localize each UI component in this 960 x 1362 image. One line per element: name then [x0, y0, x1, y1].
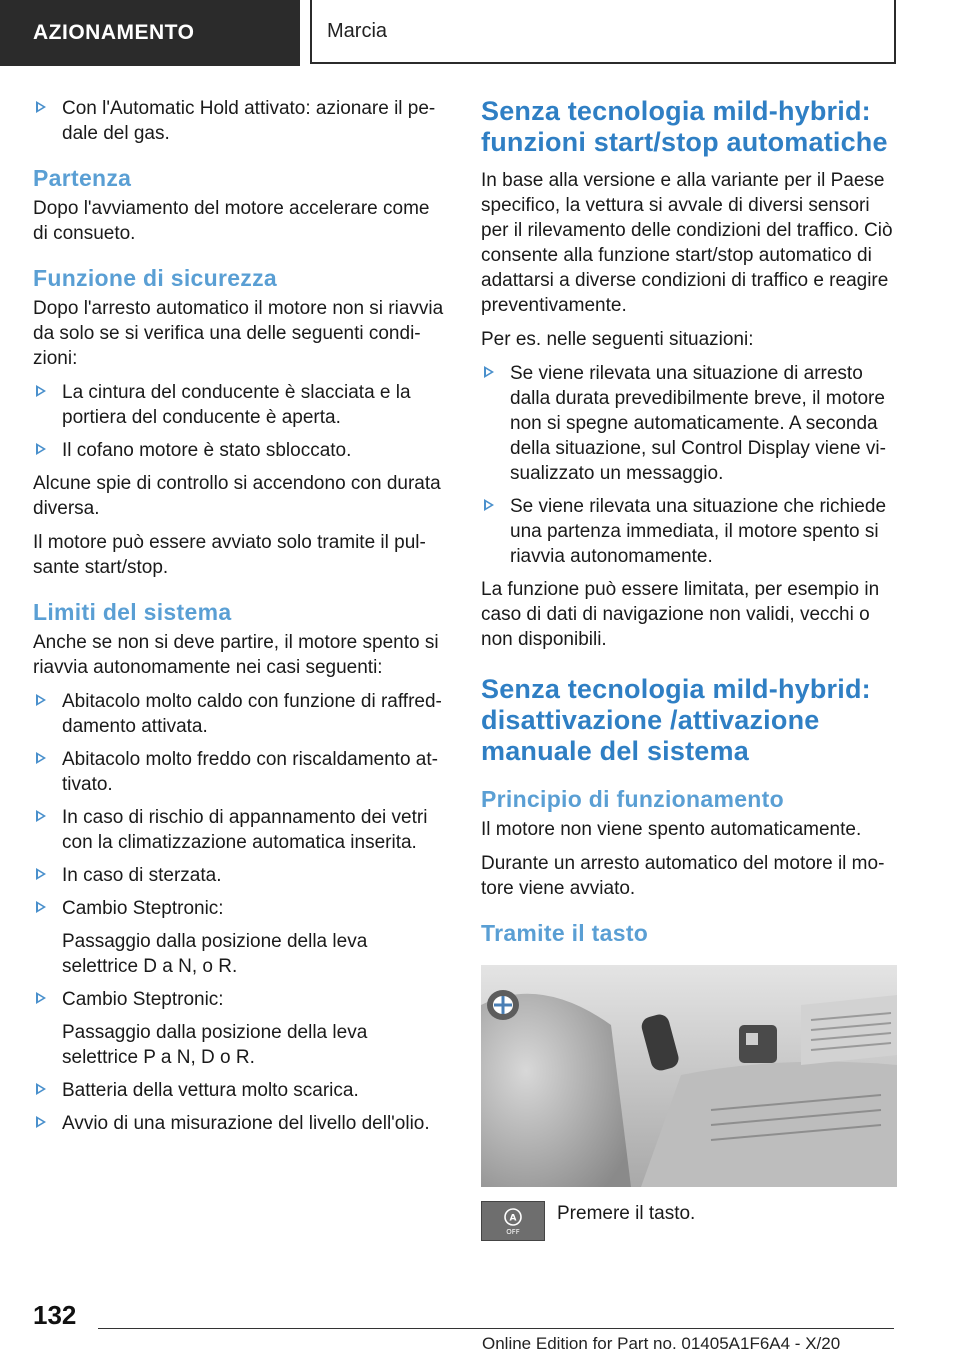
- heading-start-stop: Senza tecnologia mild-hybrid: funzioni start/stop automatiche: [481, 96, 888, 157]
- list-item: Con l'Automatic Hold attivato: azionare il pe-dale del gas.: [33, 96, 445, 146]
- page-header: [0, 0, 960, 66]
- triangle-bullet-icon: [36, 1116, 46, 1128]
- triangle-bullet-icon: [36, 101, 46, 113]
- paragraph: Per es. nelle seguenti situazioni:: [481, 329, 754, 350]
- list-item: Cambio Steptronic: Passaggio dalla posizione della leva selettrice P a N, D o R.: [33, 987, 445, 1070]
- dashboard-photo: [481, 965, 897, 1187]
- instruction-caption: Premere il tasto.: [557, 1203, 696, 1224]
- list-item: Avvio di una misurazione del livello dell'olio.: [33, 1111, 445, 1136]
- triangle-bullet-icon: [484, 366, 494, 378]
- footer-divider: [98, 1328, 894, 1329]
- paragraph: Il motore può essere avviato solo tramite il pul-sante start/stop.: [33, 532, 426, 578]
- paragraph: Dopo l'arresto automatico il motore non si riavvia da solo se si verifica una delle seguenti condi-zioni:: [33, 298, 444, 369]
- paragraph: Anche se non si deve partire, il motore spento si riavvia autonomamente nei casi seguenti:: [33, 632, 439, 678]
- list-item: Il cofano motore è stato sbloccato.: [33, 438, 445, 463]
- heading-manual-deactivation: Senza tecnologia mild-hybrid: disattivazione /attivazione manuale del sistema: [481, 674, 871, 766]
- triangle-bullet-icon: [36, 1083, 46, 1095]
- list-item: Batteria della vettura molto scarica.: [33, 1078, 445, 1103]
- auto-start-stop-off-icon: [481, 1201, 545, 1241]
- situations-list: [481, 361, 899, 569]
- limiti-list: [33, 689, 445, 1136]
- list-item: Se viene rilevata una situazione di arresto dalla durata prevedibilmente breve, il motore non si spegne automaticamente. A seconda della situazione, sul Control Display viene vi-sualizzato un messaggio.: [481, 361, 899, 486]
- heading-principio: Principio di funzionamento: [481, 786, 784, 812]
- triangle-bullet-icon: [36, 868, 46, 880]
- triangle-bullet-icon: [36, 992, 46, 1004]
- heading-sicurezza: Funzione di sicurezza: [33, 265, 278, 291]
- sicurezza-list: [33, 380, 445, 463]
- triangle-bullet-icon: [36, 694, 46, 706]
- list-item: Cambio Steptronic: Passaggio dalla posizione della leva selettrice D a N, o R.: [33, 896, 445, 979]
- instruction-row: [481, 1201, 899, 1241]
- paragraph: Dopo l'avviamento del motore accelerare come di consueto.: [33, 198, 430, 244]
- list-item: La cintura del conducente è slacciata e la portiera del conducente è aperta.: [33, 380, 445, 430]
- edition-note: Online Edition for Part no. 01405A1F6A4 - X/20: [482, 1334, 841, 1353]
- list-item: In caso di rischio di appannamento dei vetri con la climatizzazione automatica inserita.: [33, 805, 445, 855]
- paragraph: Durante un arresto automatico del motore il mo-tore viene avviato.: [481, 853, 885, 899]
- heading-tasto: Tramite il tasto: [481, 920, 649, 946]
- page-footer: [0, 1290, 960, 1362]
- triangle-bullet-icon: [36, 752, 46, 764]
- paragraph: In base alla versione e alla variante per il Paese specifico, la vettura si avvale di diversi sensori per il rilevamento delle condizioni del traffico. Ciò consente alla funzione start/stop automatico di adattarsi a diverse condizioni di traffico e reagire preventivamente.: [481, 170, 893, 316]
- right-column: [481, 96, 899, 1241]
- paragraph: La funzione può essere limitata, per esempio in caso di dati di navigazione non validi, vecchi o non disponibili.: [481, 579, 880, 650]
- triangle-bullet-icon: [36, 385, 46, 397]
- intro-list: [33, 96, 445, 146]
- triangle-bullet-icon: [484, 499, 494, 511]
- dashboard-illustration: [481, 965, 897, 1187]
- list-item: In caso di sterzata.: [33, 863, 445, 888]
- paragraph: Il motore non viene spento automaticamente.: [481, 819, 862, 840]
- chapter-title: Marcia: [310, 0, 896, 64]
- list-item: Se viene rilevata una situazione che richiede una partenza immediata, il motore spento si riavvia autonomamente.: [481, 494, 899, 569]
- page-number: 132: [33, 1300, 77, 1330]
- list-item: Abitacolo molto freddo con riscaldamento at-tivato.: [33, 747, 445, 797]
- left-column: [33, 96, 445, 1144]
- triangle-bullet-icon: [36, 810, 46, 822]
- svg-text:A: A: [509, 1213, 517, 1224]
- section-title: AZIONAMENTO: [0, 0, 300, 66]
- triangle-bullet-icon: [36, 901, 46, 913]
- heading-partenza: Partenza: [33, 165, 132, 191]
- triangle-bullet-icon: [36, 443, 46, 455]
- heading-limiti: Limiti del sistema: [33, 599, 232, 625]
- svg-text:OFF: OFF: [506, 1228, 520, 1236]
- paragraph: Alcune spie di controllo si accendono con durata diversa.: [33, 473, 441, 519]
- list-item: Abitacolo molto caldo con funzione di raffred-damento attivata.: [33, 689, 445, 739]
